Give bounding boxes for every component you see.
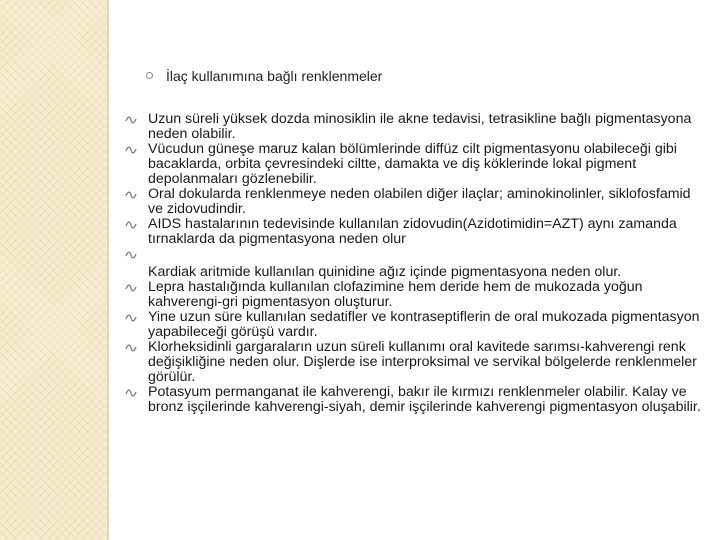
curly-bullet-icon xyxy=(125,343,137,353)
curly-bullet-icon xyxy=(125,283,137,293)
subheading-text: İlaç kullanımına bağlı renklenmeler xyxy=(166,68,383,84)
list-item-empty xyxy=(105,247,705,265)
curly-bullet-icon xyxy=(125,313,137,323)
curly-bullet-icon xyxy=(125,250,137,260)
decorative-side-strip xyxy=(0,0,107,540)
list-item-text: AIDS hastalarının tedevisinde kullanılan zidovudin(Azidotimidin=AZT) aynı zamanda tırnaklarda da pigmentasyona neden olur xyxy=(148,216,677,247)
list-item-text: Klorheksidinli gargaraların uzun süreli kullanımı oral kavitede sarımsı-kahverengi renk değişikliğine neden olur. Dişlerde ise interproksimal ve servikal bölgelerde renklenmeler görülür. xyxy=(148,339,697,385)
list-item-text: Kardiak aritmide kullanılan quinidine ağız içinde pigmentasyona neden olur. xyxy=(148,264,622,280)
curly-bullet-icon xyxy=(125,190,137,200)
list-item xyxy=(105,340,705,385)
list-item-text: Oral dokularda renklenmeye neden olabilen diğer ilaçlar; aminokinolinler, siklofosfamid ve zidovudindir. xyxy=(148,186,691,217)
list-item xyxy=(105,385,705,415)
list-item-text: Vücudun güneşe maruz kalan bölümlerinde diffüz cilt pigmentasyonu olabileceği gibi bacaklarda, orbita çevresindeki ciltte, damakta ve diş köklerinde lokal pigment depolanmaları gözlenebilir. xyxy=(148,141,677,187)
list-item xyxy=(105,310,705,340)
curly-bullet-icon xyxy=(125,220,137,230)
list-item xyxy=(105,217,705,247)
curly-bullet-icon xyxy=(125,115,137,125)
list-item xyxy=(105,265,705,280)
list-item-text: Yine uzun süre kullanılan sedatifler ve kontraseptiflerin de oral mukozada pigmentasyon yapabileceği görüşü vardır. xyxy=(148,309,700,340)
subheading xyxy=(146,68,382,84)
ring-bullet-icon xyxy=(146,72,153,79)
list-item xyxy=(105,112,705,142)
bullet-list xyxy=(105,112,705,415)
list-item xyxy=(105,280,705,310)
curly-bullet-icon xyxy=(125,388,137,398)
list-item-text: Lepra hastalığında kullanılan clofazimine hem deride hem de mukozada yoğun kahverengi-gri pigmentasyon oluşturur. xyxy=(148,279,643,310)
list-item-text: Potasyum permanganat ile kahverengi, bakır ile kırmızı renklenmeler olabilir. Kalay ve bronz işçilerinde kahverengi-siyah, demir işçilerinde kahverengi pigmentasyon oluşabilir. xyxy=(148,384,701,415)
list-item xyxy=(105,142,705,187)
curly-bullet-icon xyxy=(125,145,137,155)
list-item xyxy=(105,187,705,217)
list-item-text: Uzun süreli yüksek dozda minosiklin ile akne tedavisi, tetrasikline bağlı pigmentasyona neden olabilir. xyxy=(148,111,692,142)
